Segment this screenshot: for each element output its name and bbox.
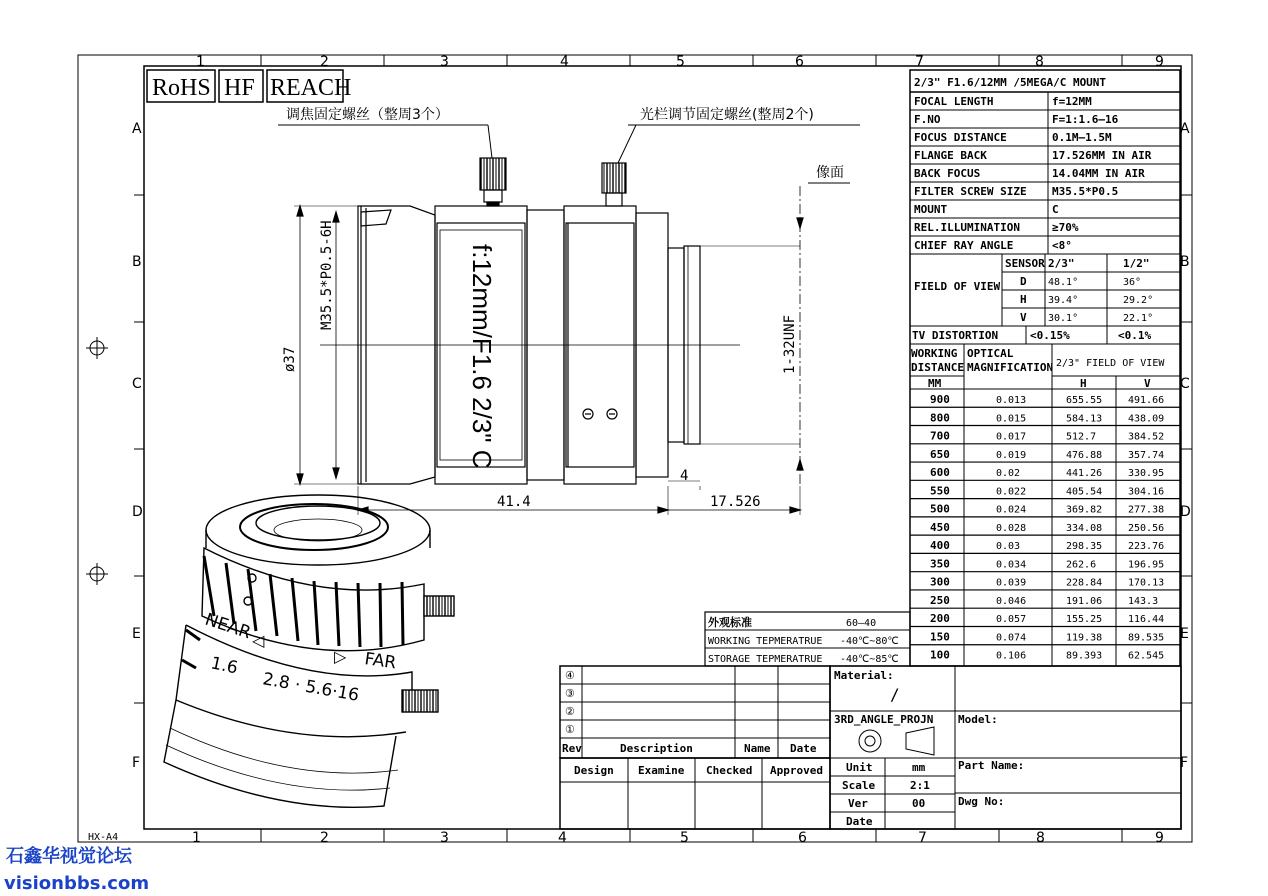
rohs-badge: RoHS (152, 75, 211, 101)
centering-mark-icon (86, 337, 108, 585)
svg-text:f:12mm/F1.6 2/3" C: f:12mm/F1.6 2/3" C (467, 244, 497, 469)
svg-text:NEAR: NEAR (202, 609, 254, 644)
wd-fov-v: 277.38 (1128, 504, 1165, 516)
svg-text:2/3" FIELD OF VIEW: 2/3" FIELD OF VIEW (1056, 358, 1165, 369)
svg-text:外观标准: 外观标准 (708, 616, 752, 629)
wd-fov-v: 116.44 (1128, 614, 1165, 626)
svg-text:3: 3 (440, 54, 449, 70)
svg-text:2:1: 2:1 (910, 779, 930, 792)
spec-label: FLANGE BACK (914, 149, 987, 162)
wd-fov-v: 250.56 (1128, 522, 1165, 534)
wd-distance: 550 (930, 484, 950, 498)
wd-fov-h: 655.55 (1066, 395, 1103, 406)
svg-text:Description: Description (620, 742, 693, 755)
fov-axis: H (1020, 293, 1027, 306)
spec-value: 14.04MM IN AIR (1052, 167, 1145, 180)
flange-dimension: 17.526 (710, 494, 761, 510)
svg-text:Part Name:: Part Name: (958, 759, 1025, 772)
svg-text:C: C (132, 376, 142, 392)
wd-fov-v: 89.535 (1128, 632, 1165, 644)
wd-distance: 700 (930, 429, 950, 443)
wd-distance: 900 (930, 393, 950, 406)
wd-fov-v: 143.3 (1128, 595, 1159, 607)
svg-text:D: D (132, 504, 143, 520)
wd-magnification: 0.106 (996, 650, 1027, 662)
svg-text:00: 00 (912, 797, 926, 810)
svg-text:Unit: Unit (846, 761, 873, 774)
svg-text:Approved: Approved (770, 764, 823, 777)
lens-side-view (294, 158, 803, 515)
working-distance-table (911, 347, 1165, 662)
wd-magnification: 0.039 (996, 577, 1027, 589)
wd-magnification: 0.028 (996, 522, 1027, 534)
svg-text:①: ① (565, 723, 575, 736)
spec-label: FOCUS DISTANCE (914, 131, 1007, 144)
svg-text:FAR: FAR (363, 649, 398, 674)
spec-label: FILTER SCREW SIZE (914, 185, 1027, 198)
fov-axis: V (1020, 311, 1027, 324)
svg-text:F: F (132, 755, 141, 771)
wd-fov-v: 330.95 (1128, 468, 1165, 480)
wd-fov-v: 196.95 (1128, 559, 1165, 571)
reach-badge: REACH (270, 75, 352, 101)
wd-fov-h: 369.82 (1066, 504, 1103, 516)
spec-label: REL.ILLUMINATION (914, 221, 1020, 234)
svg-text:OPTICAL: OPTICAL (967, 347, 1014, 360)
wd-distance: 200 (930, 612, 950, 626)
svg-text:9: 9 (1155, 54, 1164, 70)
callouts (278, 106, 860, 183)
wd-distance: 150 (930, 630, 950, 644)
svg-text:Model:: Model: (958, 713, 998, 726)
wd-fov-h: 262.6 (1066, 559, 1097, 571)
svg-text:MM: MM (928, 377, 942, 390)
wd-distance: 500 (930, 502, 950, 516)
dimension-labels (282, 220, 798, 510)
svg-text:-40℃~80℃: -40℃~80℃ (840, 636, 899, 647)
svg-text:mm: mm (912, 761, 926, 774)
title-block (830, 666, 1181, 829)
wd-magnification: 0.046 (996, 595, 1027, 607)
wd-fov-h: 191.06 (1066, 595, 1103, 607)
column-labels-bottom (192, 830, 1164, 846)
wd-magnification: 0.015 (996, 413, 1027, 425)
svg-text:1: 1 (196, 54, 205, 70)
svg-text:②: ② (565, 705, 575, 718)
wd-fov-v: 438.09 (1128, 413, 1165, 425)
wd-magnification: 0.024 (996, 504, 1027, 516)
wd-fov-h: 512.7 (1066, 431, 1097, 443)
approval-labels (574, 764, 823, 777)
svg-text:F: F (1180, 755, 1189, 771)
hf-badge: HF (224, 75, 255, 101)
wd-fov-h: 334.08 (1066, 522, 1103, 534)
spec-value: <8° (1052, 239, 1072, 252)
compliance-badges (147, 70, 351, 102)
svg-text:Checked: Checked (706, 764, 753, 777)
svg-text:6: 6 (798, 830, 807, 846)
svg-text:-40℃~85℃: -40℃~85℃ (840, 654, 899, 665)
wd-distance: 100 (930, 648, 950, 662)
svg-text:8: 8 (1035, 54, 1044, 70)
tv-distortion-label: TV DISTORTION (912, 329, 999, 342)
tv-distortion-value: <0.1% (1118, 329, 1152, 342)
svg-text:5: 5 (680, 830, 689, 846)
svg-text:4: 4 (560, 54, 569, 70)
svg-text:MAGNIFICATION: MAGNIFICATION (967, 361, 1054, 374)
diameter-dimension: ø37 (282, 346, 298, 372)
svg-text:7: 7 (918, 830, 927, 846)
wd-fov-v: 170.13 (1128, 577, 1165, 589)
spec-value: 17.526MM IN AIR (1052, 149, 1152, 162)
svg-text:7: 7 (915, 54, 924, 70)
row-labels-left (132, 121, 143, 771)
fov-label: FIELD OF VIEW (914, 280, 1001, 293)
svg-text:A: A (1180, 121, 1190, 137)
wd-distance: 650 (930, 447, 950, 461)
column-labels-top (196, 54, 1164, 70)
wd-fov-v: 62.545 (1128, 650, 1165, 662)
svg-text:8: 8 (1036, 830, 1045, 846)
spec-value: M35.5*P0.5 (1052, 185, 1119, 198)
svg-text:2: 2 (320, 54, 329, 70)
wd-magnification: 0.03 (996, 541, 1021, 553)
svg-text:Date: Date (790, 742, 817, 755)
svg-text:1: 1 (192, 830, 201, 846)
lens-3d-labels (202, 610, 397, 706)
fov-value: 29.2° (1123, 295, 1154, 306)
svg-text:④: ④ (565, 669, 575, 682)
svg-text:H: H (1080, 377, 1087, 390)
svg-text:60—40: 60—40 (846, 618, 877, 629)
sheet-code: HX-A4 (88, 832, 119, 843)
spec-label: FOCAL LENGTH (914, 95, 994, 108)
svg-text:visionbbs.com: visionbbs.com (4, 873, 150, 894)
environment-table (705, 612, 910, 666)
spec-label: BACK FOCUS (914, 167, 981, 180)
svg-text:B: B (1180, 254, 1190, 270)
wd-fov-h: 228.84 (1066, 577, 1103, 589)
svg-text:Examine: Examine (638, 764, 685, 777)
svg-text:③: ③ (565, 687, 575, 700)
wd-fov-h: 476.88 (1066, 449, 1103, 461)
spec-rows (914, 95, 1152, 252)
length-dimension: 41.4 (497, 494, 531, 510)
svg-text:Dwg No:: Dwg No: (958, 795, 1005, 808)
spec-label: CHIEF RAY ANGLE (914, 239, 1014, 252)
spec-title: 2/3" F1.6/12MM /5MEGA/C MOUNT (914, 76, 1107, 89)
svg-text:2: 2 (320, 830, 329, 846)
wd-distance: 300 (930, 575, 950, 589)
lens-3d-view (164, 495, 454, 807)
svg-text:3: 3 (440, 830, 449, 846)
svg-text:Name: Name (744, 742, 771, 755)
wd-fov-h: 89.393 (1066, 650, 1103, 662)
gap-dimension: 4 (680, 468, 689, 484)
wd-magnification: 0.022 (996, 486, 1027, 498)
wd-fov-v: 491.66 (1128, 395, 1165, 406)
svg-text:5: 5 (676, 54, 685, 70)
wd-fov-h: 298.35 (1066, 541, 1103, 553)
wd-distance: 800 (930, 411, 950, 425)
svg-text:V: V (1144, 377, 1151, 390)
svg-text:Design: Design (574, 764, 614, 777)
wd-distance: 450 (930, 520, 950, 534)
svg-text:DISTANCE: DISTANCE (911, 361, 964, 374)
svg-text:E: E (1180, 626, 1189, 642)
svg-text:6: 6 (795, 54, 804, 70)
iris-screw-callout: 光栏调节固定螺丝(整周2个) (640, 107, 814, 123)
lens-marking (467, 244, 497, 469)
svg-text:3RD_ANGLE_PROJN: 3RD_ANGLE_PROJN (834, 713, 934, 726)
revision-labels (562, 669, 817, 755)
wd-fov-h: 119.38 (1066, 632, 1103, 644)
focus-screw-callout: 调焦固定螺丝（整周3个） (286, 107, 449, 123)
field-of-view-table (912, 257, 1153, 342)
svg-text:Ver: Ver (848, 797, 868, 810)
spec-value: F=1:1.6—16 (1052, 113, 1119, 126)
wd-fov-v: 304.16 (1128, 486, 1165, 498)
wd-distance: 400 (930, 539, 950, 553)
svg-text:WORKING: WORKING (911, 347, 958, 360)
wd-distance: 350 (930, 557, 950, 571)
wd-distance: 600 (930, 466, 950, 480)
wd-fov-h: 584.13 (1066, 413, 1103, 425)
svg-text:Material:: Material: (834, 669, 894, 682)
spec-value: 0.1M—1.5M (1052, 131, 1112, 144)
thread-dimension: M35.5*P0.5-6H (319, 220, 335, 330)
spec-value: f=12MM (1052, 95, 1092, 108)
svg-text:2.8 · 5.6·16: 2.8 · 5.6·16 (261, 669, 361, 706)
wd-distance: 250 (930, 593, 950, 607)
mount-thread-dimension: 1-32UNF (782, 314, 798, 374)
image-plane-label: 像面 (816, 165, 844, 181)
svg-text:E: E (132, 626, 141, 642)
svg-text:4: 4 (558, 830, 567, 846)
svg-text:/: / (890, 685, 900, 704)
fov-axis: D (1020, 275, 1027, 288)
fov-header: SENSOR (1005, 257, 1045, 270)
svg-text:1.6: 1.6 (208, 653, 240, 679)
wd-magnification: 0.017 (996, 431, 1027, 443)
wd-magnification: 0.013 (996, 395, 1027, 406)
wd-fov-h: 155.25 (1066, 614, 1103, 626)
wd-magnification: 0.057 (996, 614, 1027, 626)
spec-value: C (1052, 203, 1059, 216)
wd-magnification: 0.019 (996, 449, 1027, 461)
fov-header: 1/2" (1123, 257, 1150, 270)
wd-fov-h: 441.26 (1066, 468, 1103, 480)
svg-text:Date: Date (846, 815, 873, 828)
svg-text:D: D (1180, 504, 1191, 520)
tv-distortion-value: <0.15% (1030, 329, 1070, 342)
fov-value: 22.1° (1123, 313, 1154, 324)
fov-value: 48.1° (1048, 277, 1079, 288)
svg-text:Rev: Rev (562, 742, 582, 755)
svg-text:A: A (132, 121, 142, 137)
wd-magnification: 0.074 (996, 632, 1027, 644)
fov-value: 36° (1123, 277, 1142, 288)
svg-text:WORKING TEPMERATRUE: WORKING TEPMERATRUE (708, 636, 823, 647)
svg-text:◁: ◁ (252, 631, 265, 650)
site-watermark (4, 845, 149, 894)
svg-text:▷: ▷ (334, 647, 347, 666)
wd-fov-v: 357.74 (1128, 449, 1165, 461)
fov-value: 30.1° (1048, 313, 1079, 324)
fov-header: 2/3" (1048, 257, 1075, 270)
svg-text:STORAGE TEPMERATRUE: STORAGE TEPMERATRUE (708, 654, 823, 665)
svg-text:Scale: Scale (842, 779, 876, 792)
wd-magnification: 0.02 (996, 468, 1021, 480)
svg-text:9: 9 (1155, 830, 1164, 846)
wd-fov-h: 405.54 (1066, 486, 1103, 498)
spec-value: ≥70% (1052, 221, 1079, 234)
svg-text:C: C (1180, 376, 1190, 392)
wd-fov-v: 384.52 (1128, 431, 1165, 443)
svg-text:B: B (132, 254, 142, 270)
spec-label: F.NO (914, 113, 941, 126)
svg-text:石鑫华视觉论坛: 石鑫华视觉论坛 (6, 846, 132, 867)
fov-value: 39.4° (1048, 295, 1079, 306)
spec-label: MOUNT (914, 203, 948, 216)
wd-magnification: 0.034 (996, 559, 1027, 571)
wd-fov-v: 223.76 (1128, 541, 1165, 553)
